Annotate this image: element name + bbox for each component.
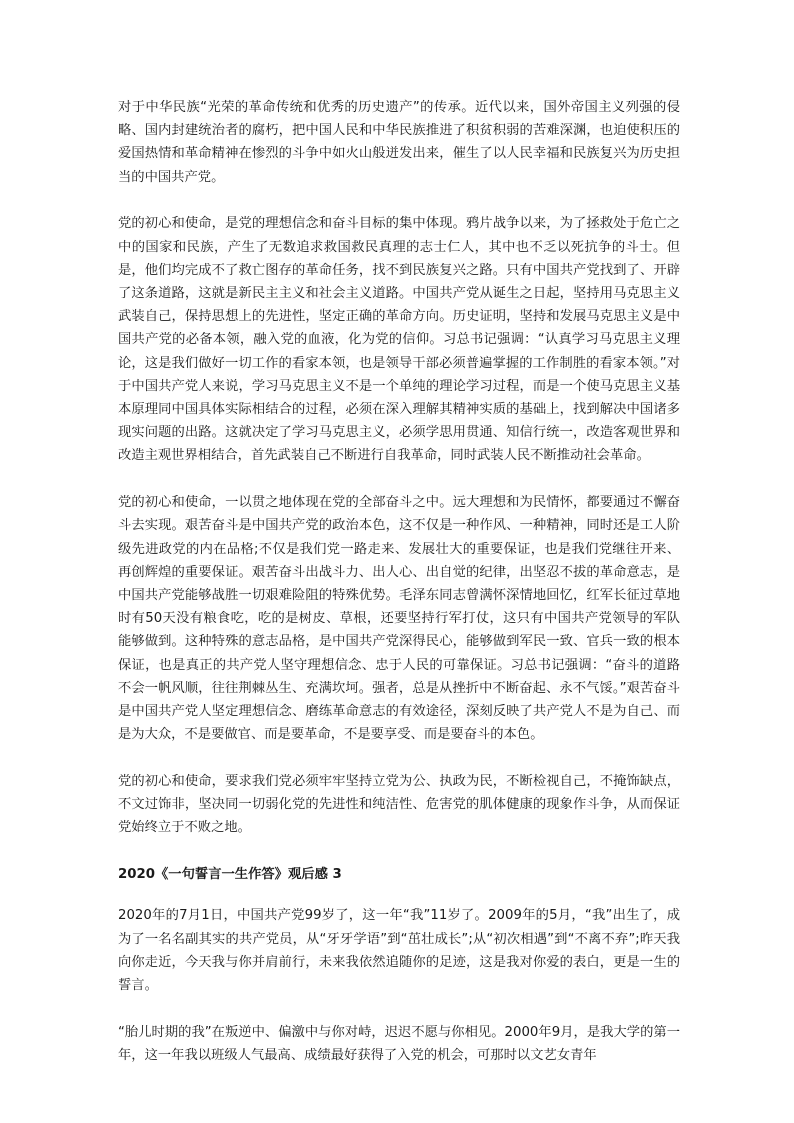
document-page (118, 96, 680, 1091)
paragraph-4: 党的初心和使命，要求我们党必须牢牢坚持立党为公、执政为民，不断检视自己，不掩饰缺点，不文过饰非，坚决同一切弱化党的先进性和纯洁性、危害党的肌体健康的现象作斗争，从而保证党始终立于不败之地。 (118, 774, 680, 836)
paragraph-6: “胎儿时期的我”在叛逆中、偏激中与你对峙，迟迟不愿与你相见。2000年9月，是我大学的第一年，这一年我以班级人气最高、成绩最好获得了入党的机会，可那时以文艺女青年 (118, 1024, 680, 1064)
paragraph-3: 党的初心和使命，一以贯之地体现在党的全部奋斗之中。远大理想和为民情怀，都要通过不懈奋斗去实现。艰苦奋斗是中国共产党的政治本色，这不仅是一种作风、一种精神，同时还是工人阶级先进政党的内在品格;不仅是我们党一路走来、发展壮大的重要保证，也是我们党继往开来、再创辉煌的重要保证。艰苦奋斗出战斗力、出人心、出自觉的纪律，出坚忍不拔的革命意志，是中国共产党能够战胜一切艰难险阻的特殊优势。毛泽东同志曾满怀深情地回忆，红军长征过草地时有50天没有粮食吃，吃的是树皮、草根，还要坚持行军打仗，这只有中国共产党领导的军队能够做到。这种特殊的意志品格，是中国共产党深得民心，能够做到军民一致、官兵一致的根本保证，也是真正的共产党人坚守理想信念、忠于人民的可靠保证。习总书记强调：“奋斗的道路不会一帆风顺，往往荆棘丛生、充满坎坷。强者，总是从挫折中不断奋起、永不气馁。”艰苦奋斗是中国共产党人坚定理想信念、磨练革命意志的有效途径，深刻反映了共产党人不是为自己、而是为大众，不是要做官、而是要革命，不是要享受、而是要奋斗的本色。 (118, 495, 680, 743)
paragraph-2: 党的初心和使命，是党的理想信念和奋斗目标的集中体现。鸦片战争以来，为了拯救处于危亡之中的国家和民族，产生了无数追求救国救民真理的志士仁人，其中也不乏以死抗争的斗士。但是，他们均完成不了救亡图存的革命任务，找不到民族复兴之路。只有中国共产党找到了、开辟了这条道路，这就是新民主主义和社会主义道路。中国共产党从诞生之日起，坚持用马克思主义武装自己，保持思想上的先进性，坚定正确的革命方向。历史证明，坚持和发展马克思主义是中国共产党的必备本领，融入党的血液，化为党的信仰。习总书记强调：“认真学习马克思主义理论，这是我们做好一切工作的看家本领，也是领导干部必须普遍掌握的工作制胜的看家本领。”对于中国共产党人来说，学习马克思主义不是一个单纯的理论学习过程，而是一个使马克思主义基本原理同中国具体实际相结合的过程，必须在深入理解其精神实质的基础上，找到解决中国诸多现实问题的出路。这就决定了学习马克思主义，必须学思用贯通、知信行统一，改造客观世界和改造主观世界相结合，首先武装自己不断进行自我革命，同时武装人民不断推动社会革命。 (118, 216, 680, 464)
paragraph-5: 2020年的7月1日，中国共产党99岁了，这一年“我”11岁了。2009年的5月，“我”出生了，成为了一名名副其实的共产党员，从“牙牙学语”到“茁壮成长”;从“初次相遇”到“不离不弃”;昨天我向你走近，今天我与你并肩前行，未来我依然追随你的足迹，这是我对你爱的表白，更是一生的誓言。 (118, 908, 680, 994)
section-heading: 2020《一句誓言一生作答》观后感 3 (118, 867, 342, 883)
paragraph-1: 对于中华民族“光荣的革命传统和优秀的历史遗产”的传承。近代以来，国外帝国主义列强的侵略、国内封建统治者的腐朽，把中国人民和中华民族推进了积贫积弱的苦难深渊，也迫使积压的爱国热情和革命精神在惨烈的斗争中如火山般迸发出来，催生了以人民幸福和民族复兴为历史担当的中国共产党。 (118, 100, 680, 185)
